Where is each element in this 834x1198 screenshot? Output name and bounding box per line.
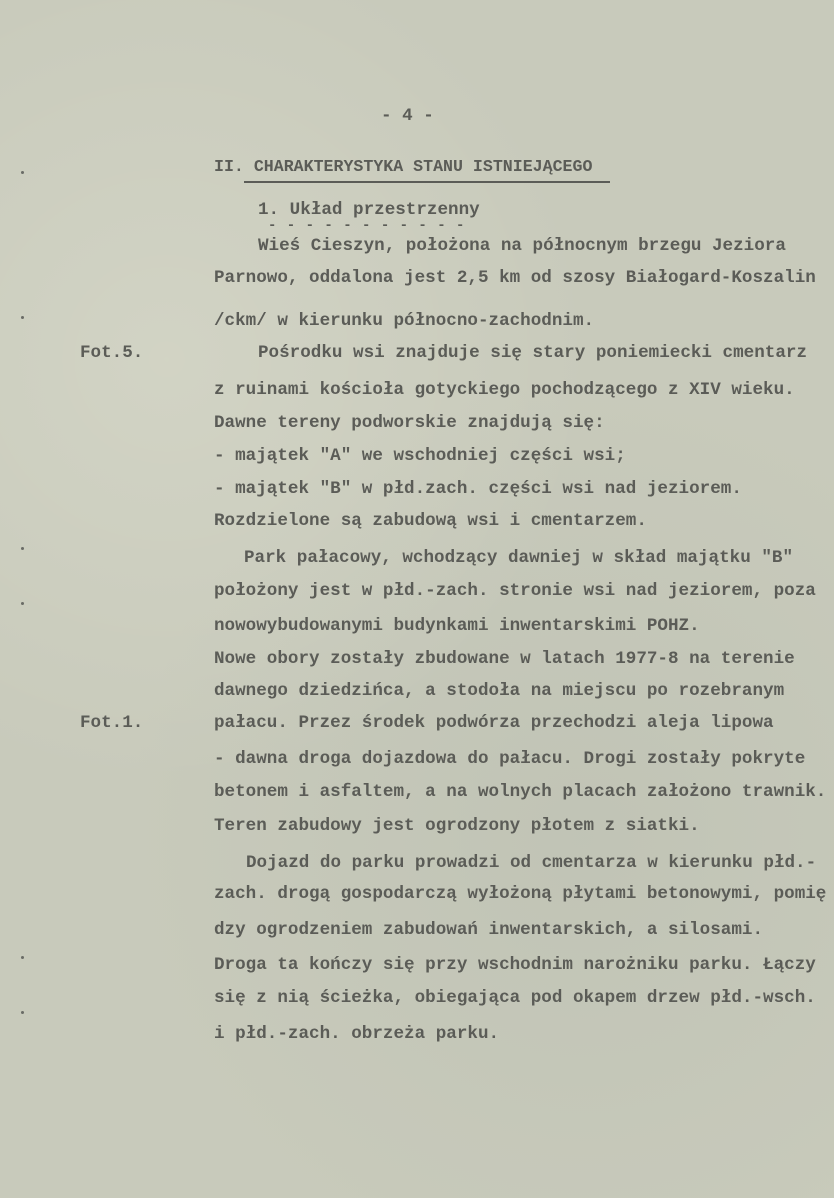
text-line: - majątek "A" we wschodniej części wsi;	[214, 446, 626, 466]
text-line: położony jest w płd.-zach. stronie wsi nad jeziorem, poza	[214, 581, 816, 601]
text-line: się z nią ścieżka, obiegająca pod okapem drzew płd.-wsch.	[214, 988, 816, 1008]
text-line: dawnego dziedzińca, a stodoła na miejscu po rozebranym	[214, 681, 785, 701]
punch-mark	[21, 1011, 24, 1014]
punch-mark	[21, 547, 24, 550]
text-line: i płd.-zach. obrzeża parku.	[214, 1024, 500, 1044]
text-line: - dawna droga dojazdowa do pałacu. Drogi zostały pokryte	[214, 749, 806, 769]
text-line: Dojazd do parku prowadzi od cmentarza w kierunku płd.-	[246, 853, 817, 873]
punch-mark	[21, 956, 24, 959]
margin-note-photo-5: Fot.5.	[80, 343, 144, 363]
text-line: Rozdzielone są zabudową wsi i cmentarzem.	[214, 511, 647, 531]
text-line: betonem i asfaltem, a na wolnych placach założono trawnik.	[214, 782, 827, 802]
margin-note-photo-1: Fot.1.	[80, 713, 144, 733]
heading-underline	[244, 181, 610, 183]
text-line: /ckm/ w kierunku północno-zachodnim.	[214, 311, 595, 331]
text-line: nowowybudowanymi budynkami inwentarskimi POHZ.	[214, 616, 700, 636]
text-line: Nowe obory zostały zbudowane w latach 1977-8 na terenie	[214, 649, 795, 669]
punch-mark	[21, 602, 24, 605]
text-line: Pośrodku wsi znajduje się stary poniemiecki cmentarz	[258, 343, 808, 363]
text-line: Wieś Cieszyn, położona na północnym brzegu Jeziora	[258, 236, 786, 256]
text-line: Teren zabudowy jest ogrodzony płotem z siatki.	[214, 816, 700, 836]
page-number: - 4 -	[381, 106, 434, 126]
text-line: Parnowo, oddalona jest 2,5 km od szosy Białogard-Koszalin	[214, 268, 816, 288]
text-line: Dawne tereny podworskie znajdują się:	[214, 413, 605, 433]
text-line: - majątek "B" w płd.zach. części wsi nad jeziorem.	[214, 479, 742, 499]
section-heading: II. CHARAKTERYSTYKA STANU ISTNIEJĄCEGO	[214, 157, 593, 176]
text-line: Park pałacowy, wchodzący dawniej w skład majątku "B"	[244, 548, 794, 568]
punch-mark	[21, 316, 24, 319]
text-line: zach. drogą gospodarczą wyłożoną płytami betonowymi, pomię	[214, 884, 827, 904]
subsection-heading: 1. Układ przestrzenny	[258, 200, 480, 220]
text-line: Droga ta kończy się przy wschodnim narożniku parku. Łączy	[214, 955, 816, 975]
text-line: pałacu. Przez środek podwórza przechodzi aleja lipowa	[214, 713, 774, 733]
text-line: dzy ogrodzeniem zabudowań inwentarskich, a silosami.	[214, 920, 764, 940]
text-line: z ruinami kościoła gotyckiego pochodzącego z XIV wieku.	[214, 380, 795, 400]
subheading-underline: - - - - - - - - - - -	[268, 218, 466, 234]
punch-mark	[21, 171, 24, 174]
